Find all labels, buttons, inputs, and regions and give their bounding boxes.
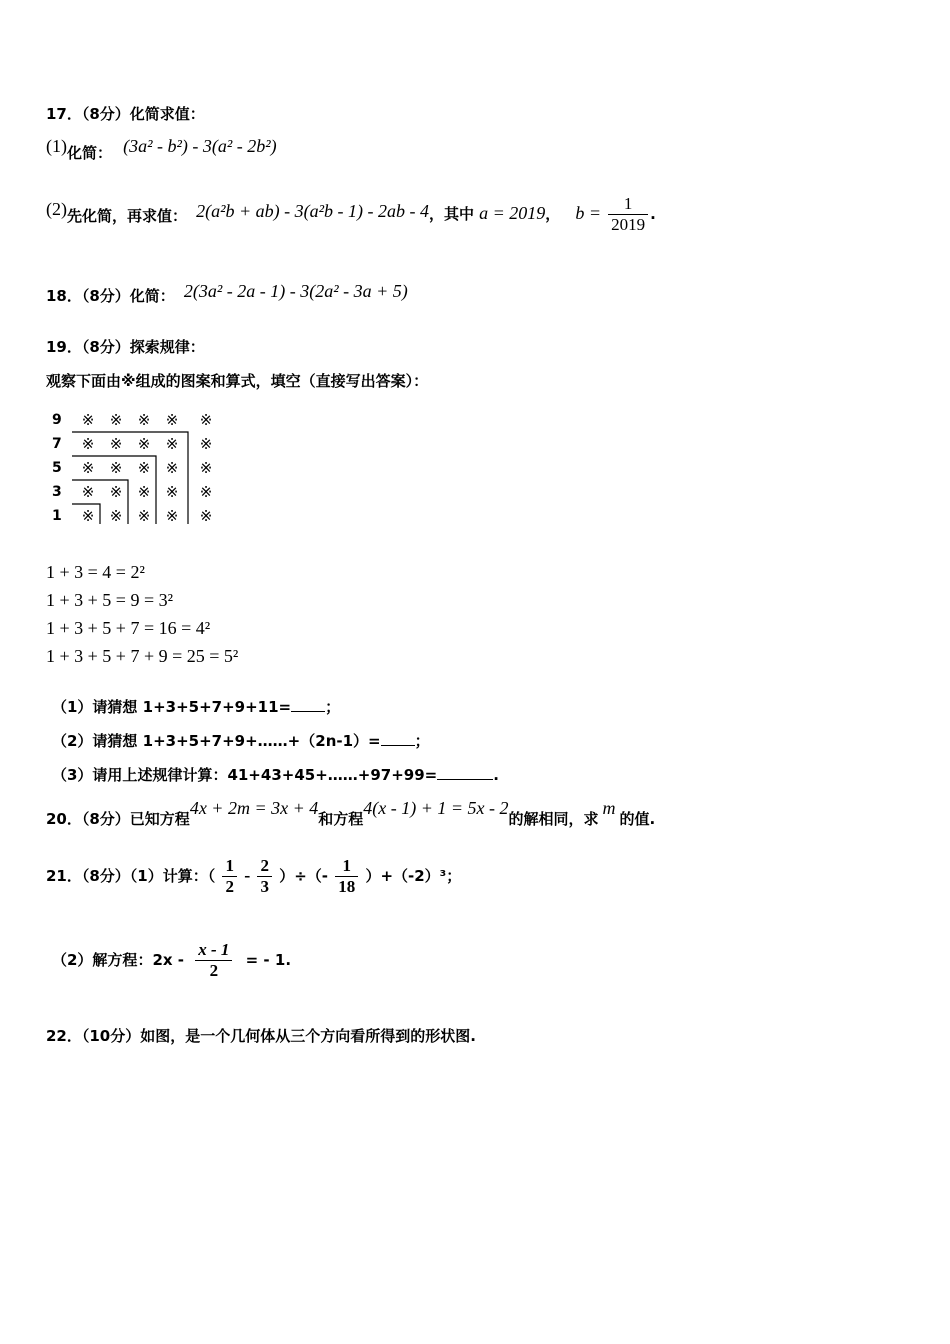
pattern-row-label: 5 [52, 460, 62, 476]
q17-part2-label: (2) [46, 199, 67, 219]
pattern-star-mark: ※ [137, 483, 151, 501]
q20-suffix-1: 的解相同，求 [508, 810, 599, 828]
q19-title: 19．（8分）探索规律： [46, 338, 205, 356]
pattern-star-mark: ※ [165, 483, 179, 501]
q17-b-numerator: 1 [623, 194, 633, 213]
q21-mid: ）÷（- [279, 867, 328, 885]
q19-equation-1: 1 + 3 = 4 = 2² [46, 562, 145, 582]
q17-part2-b-fraction [608, 194, 648, 235]
pattern-star-mark: ※ [81, 435, 95, 453]
q17-part1-text: 化简： [67, 144, 113, 162]
q17-part1 [46, 136, 277, 162]
q20-equation-2: 4(x - 1) + 1 = 5x - 2 [363, 798, 509, 818]
q19-intro: 观察下面由※组成的图案和算式，填空（直接写出答案）： [46, 372, 429, 390]
q21-part2-prefix: （2）解方程：2x - [52, 951, 184, 969]
pattern-star-mark: ※ [81, 411, 95, 429]
q17-part1-label: (1) [46, 136, 67, 156]
q19-sub1-text: （1）请猜想 1+3+5+7+9+11= [52, 698, 292, 716]
pattern-star-mark: ※ [165, 411, 179, 429]
q19-sub3 [52, 764, 499, 785]
pattern-star-mark: ※ [199, 435, 213, 453]
pattern-star-mark: ※ [109, 411, 123, 429]
q21-part2-tail: = - 1. [245, 951, 292, 969]
q21-tail: ）+（-2）³； [365, 867, 462, 885]
q17-part1-expr: (3a² - b²) - 3(a² - 2b²) [123, 136, 277, 156]
pattern-star-mark: ※ [137, 459, 151, 477]
q18-line [46, 281, 408, 305]
pattern-star-mark: ※ [199, 483, 213, 501]
q20-suffix-2: 的值. [619, 810, 656, 828]
q19-equation-3: 1 + 3 + 5 + 7 = 16 = 4² [46, 618, 211, 638]
q21-part2-fraction [195, 940, 232, 981]
q21-minus: - [244, 865, 251, 885]
q21-f2-denominator: 3 [257, 876, 272, 897]
pattern-star-mark: ※ [81, 507, 95, 524]
q19-sub2-end: ； [414, 732, 430, 750]
pattern-star-mark: ※ [137, 411, 151, 429]
pattern-row-label: 9 [52, 412, 62, 428]
q19-sub3-end: . [493, 766, 499, 784]
pattern-row-label: 7 [52, 436, 62, 452]
q19-star-pattern-figure [48, 406, 223, 524]
pattern-star-mark: ※ [199, 507, 213, 524]
pattern-row-label: 3 [52, 484, 62, 500]
q18-expr: 2(3a² - 2a - 1) - 3(2a² - 3a + 5) [183, 281, 408, 301]
q17-part2-b-left: b = [575, 203, 602, 223]
q17-title: 17．（8分）化简求值： [46, 105, 205, 123]
q19-sub1-blank [291, 711, 325, 712]
q19-sub1-end: ； [325, 698, 341, 716]
q19-sub3-blank [437, 779, 493, 780]
q17-part2-end: . [650, 205, 656, 223]
pattern-star-mark: ※ [109, 483, 123, 501]
q19-sub2-text: （2）请猜想 1+3+5+7+9+……+（2n-1）= [52, 732, 381, 750]
q21-f2-numerator: 2 [260, 856, 269, 875]
pattern-star-mark: ※ [199, 411, 213, 429]
pattern-row-label: 1 [52, 508, 62, 524]
q19-sub3-text: （3）请用上述规律计算：41+43+45+……+97+99= [52, 766, 438, 784]
pattern-star-mark: ※ [137, 507, 151, 524]
q21-f1-numerator: 1 [225, 856, 234, 875]
q20-equation-1: 4x + 2m = 3x + 4 [189, 798, 319, 818]
pattern-star-mark: ※ [109, 507, 123, 524]
pattern-star-mark: ※ [109, 459, 123, 477]
q21-fraction-1 [222, 856, 237, 897]
q19-sub1 [52, 696, 340, 717]
q18-title: 18．（8分）化简： [46, 287, 175, 305]
q17-part2-expr: 2(a²b + ab) - 3(a²b - 1) - 2ab - 4 [196, 201, 430, 221]
pattern-star-mark: ※ [81, 459, 95, 477]
q21-f3-denominator: 18 [335, 876, 358, 897]
q21-f1-denominator: 2 [222, 876, 237, 897]
q20-prefix: 20．（8分）已知方程 [46, 810, 190, 828]
pattern-star-mark: ※ [137, 435, 151, 453]
pattern-star-mark: ※ [165, 459, 179, 477]
q19-equation-4: 1 + 3 + 5 + 7 + 9 = 25 = 5² [46, 646, 239, 666]
q17-part2-a: a = 2019 [479, 203, 546, 223]
q17-b-denominator: 2019 [608, 214, 648, 235]
pattern-star-mark: ※ [165, 507, 179, 524]
q21-fraction-3 [335, 856, 358, 897]
q17-part2-comma: ， [545, 205, 561, 223]
q20-mid: 和方程 [318, 810, 364, 828]
q20-line [46, 798, 656, 828]
q19-sub2 [52, 730, 430, 751]
q21-part2-denominator: 2 [195, 960, 232, 981]
q17-part2 [46, 194, 656, 235]
q19-sub2-blank [381, 745, 415, 746]
pattern-star-mark: ※ [199, 459, 213, 477]
q21-prefix: 21．（8分）（1）计算：（ [46, 867, 216, 885]
q17-part2-where: ，其中 [429, 205, 475, 223]
q21-part1 [46, 856, 461, 897]
q21-f3-numerator: 1 [342, 856, 351, 875]
q21-part2-numerator: x - 1 [198, 940, 230, 959]
pattern-star-mark: ※ [165, 435, 179, 453]
q22-text: 22．（10分）如图，是一个几何体从三个方向看所得到的形状图. [46, 1027, 476, 1045]
q20-variable-m: m [602, 798, 616, 818]
pattern-star-mark: ※ [109, 435, 123, 453]
q17-part2-text: 先化简，再求值： [67, 207, 188, 225]
pattern-star-mark: ※ [81, 483, 95, 501]
q21-part2 [52, 940, 291, 981]
q21-fraction-2 [257, 856, 272, 897]
q19-equation-2: 1 + 3 + 5 = 9 = 3² [46, 590, 174, 610]
